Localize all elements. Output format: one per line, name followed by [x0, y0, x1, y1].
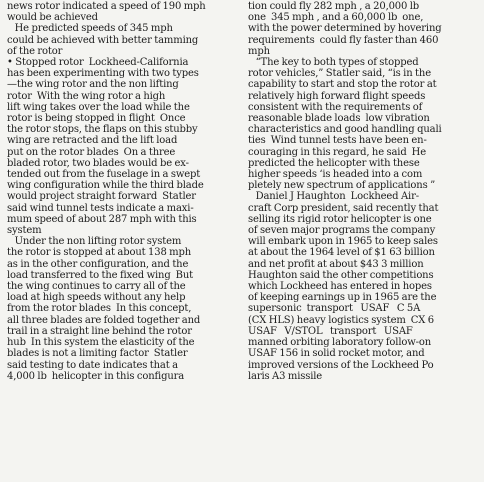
- text-line: which Lockheed has entered in hopes: [248, 281, 432, 293]
- text-line: supersonic transport USAF C 5A: [248, 303, 421, 315]
- text-line: from the rotor blades In this concept,: [7, 303, 192, 315]
- text-line: Daniel J Haughton Lockheed Air-: [248, 191, 419, 203]
- text-line: has been experimenting with two types: [7, 68, 199, 80]
- text-line: improved versions of the Lockheed Po: [248, 359, 434, 371]
- text-line: consistent with the requirements of: [248, 101, 423, 113]
- text-line: capability to start and stop the rotor at: [248, 79, 437, 91]
- text-line: load transferred to the fixed wing But: [7, 269, 193, 281]
- text-line: USAF V/STOL transport USAF: [248, 325, 413, 337]
- text-line: could be achieved with better tamming: [7, 34, 199, 46]
- text-line: rotor With the wing rotor a high: [7, 90, 166, 102]
- text-line: trail in a straight line behind the rotor: [7, 325, 192, 337]
- text-line: said testing to date indicates that a: [7, 359, 178, 371]
- text-line: said wind tunnel tests indicate a maxi-: [7, 202, 194, 214]
- text-line: the rotor stops, the flaps on this stubby: [7, 124, 198, 136]
- text-line: load at high speeds without any help: [7, 292, 186, 304]
- text-line: manned orbiting laboratory follow-on: [248, 337, 432, 349]
- text-line: mum speed of about 287 mph with this: [7, 213, 197, 225]
- text-line: laris A3 missile: [248, 370, 323, 382]
- text-line: couraging in this regard, he said He: [248, 146, 426, 158]
- text-line: bladed rotor, two blades would be ex-: [7, 157, 189, 169]
- text-line: rotor vehicles,” Statler said, “is in the: [248, 68, 431, 80]
- text-line: with the power determined by hovering: [248, 23, 442, 35]
- text-line: craft Corp president, said recently that: [248, 202, 439, 214]
- text-line: mph: [248, 45, 270, 57]
- text-line: requirements could fly faster than 460: [248, 34, 439, 46]
- text-line: at about the 1964 level of $1 63 billion: [248, 247, 435, 259]
- left-column: [7, 1, 233, 382]
- text-line: —the wing rotor and the non lifting: [7, 79, 179, 91]
- text-line: and net profit at about $43 3 million: [248, 258, 424, 270]
- text-line: reasonable blade loads low vibration: [248, 113, 430, 125]
- text-line: higher speeds ‘is headed into a com: [248, 169, 423, 181]
- text-line: ties Wind tunnel tests have been en-: [248, 135, 427, 147]
- text-line: put on the rotor blades On a three: [7, 146, 176, 158]
- text-line: relatively high forward flight speeds: [248, 90, 426, 102]
- text-line: He predicted speeds of 345 mph: [7, 23, 173, 35]
- text-line: of the rotor: [7, 45, 63, 57]
- text-line: of seven major programs the company: [248, 225, 436, 237]
- text-line: would be achieved: [7, 12, 98, 24]
- text-line: as in the other configuration, and the: [7, 258, 189, 270]
- text-line: wing are retracted and the lift load: [7, 135, 178, 147]
- text-line: would project straight forward Statler: [7, 191, 196, 203]
- text-line: USAF 156 in solid rocket motor, and: [248, 348, 425, 360]
- text-line: pletely new spectrum of applications ”: [248, 180, 436, 192]
- text-line: selling its rigid rotor helicopter is one: [248, 213, 432, 225]
- text-line: all three blades are folded together and: [7, 314, 201, 326]
- text-line: the rotor is stopped at about 138 mph: [7, 247, 192, 259]
- text-line: Haughton said the other competitions: [248, 269, 434, 281]
- text-line: Under the non lifting rotor system: [7, 236, 182, 248]
- text-line: 4,000 lb helicopter in this configura: [7, 370, 185, 382]
- text-line: one 345 mph , and a 60,000 lb one,: [248, 12, 424, 24]
- text-line: hub In this system the elasticity of the: [7, 337, 195, 349]
- text-line: tended out from the fuselage in a swept: [7, 169, 201, 181]
- text-line: tion could fly 282 mph , a 20,000 lb: [248, 1, 420, 12]
- right-column: [248, 1, 476, 382]
- text-line: • Stopped rotor Lockheed-California: [7, 57, 189, 69]
- text-line: characteristics and good handling quali: [248, 124, 442, 136]
- text-line: wing configuration while the third blade: [7, 180, 204, 192]
- text-line: predicted the helicopter with these: [248, 157, 420, 169]
- text-line: of keeping earnings up in 1965 are the: [248, 292, 437, 304]
- text-line: system: [7, 225, 42, 237]
- text-line: blades is not a limiting factor Statler: [7, 348, 188, 360]
- text-line: news rotor indicated a speed of 190 mph: [7, 1, 206, 12]
- text-line: “The key to both types of stopped: [248, 57, 419, 69]
- text-line: will embark upon in 1965 to keep sales: [248, 236, 438, 248]
- text-line: (CX HLS) heavy logistics system CX 6: [248, 314, 434, 326]
- text-line: lift wing takes over the load while the: [7, 101, 190, 113]
- text-line: rotor is being stopped in flight Once: [7, 113, 186, 125]
- text-line: the wing continues to carry all of the: [7, 281, 186, 293]
